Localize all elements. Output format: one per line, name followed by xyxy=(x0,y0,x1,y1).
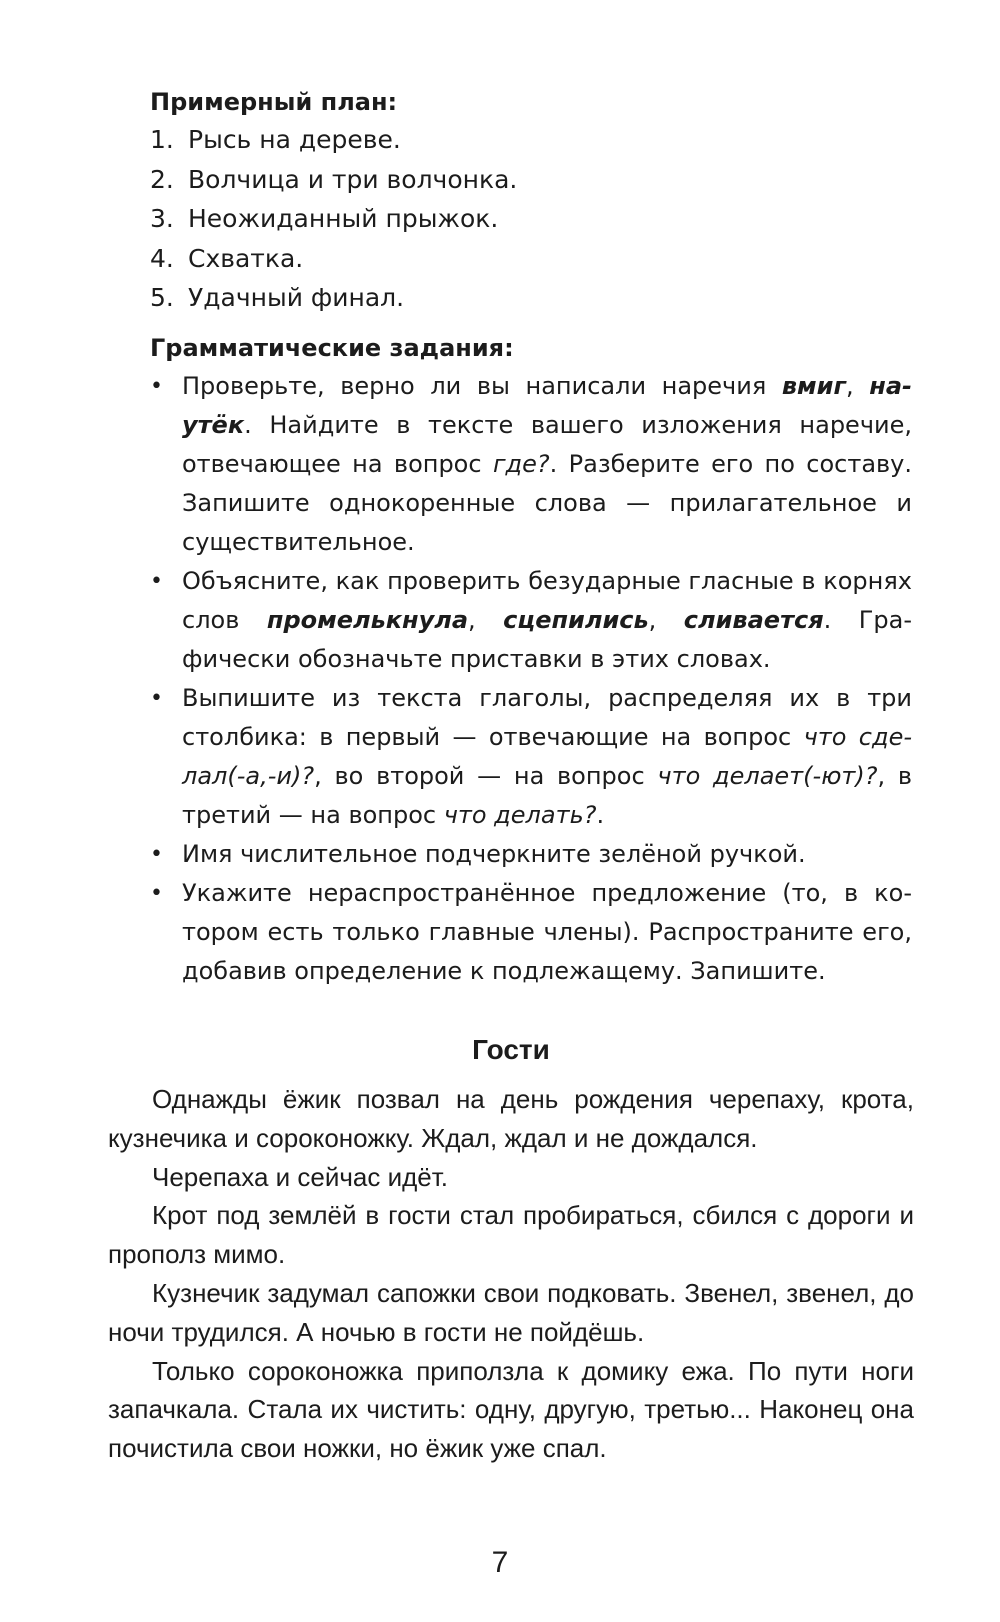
plan-section xyxy=(150,84,910,318)
bullet-icon: • xyxy=(150,569,163,594)
plan-item-text: Неожиданный прыжок. xyxy=(188,204,499,233)
plan-item xyxy=(150,120,910,160)
story-paragraph: Кузнечик задумал сапожки свои подковать. Звенел, звенел, до ночи трудился. А ночью в гости не пойдёшь. xyxy=(108,1277,914,1347)
plan-item-text: Удачный финал. xyxy=(188,283,405,312)
task-text: Выпишите из текста глаголы, распределяя их в три столбика: в первый — отвечающие на вопрос что сделал(-а,-и)?, во второй — на вопрос что делает(-ют)?, в третий — на вопрос что делать?. xyxy=(182,684,913,829)
plan-heading: Примерный план: xyxy=(150,88,398,116)
story-paragraph: Крот под землёй в гости стал пробираться, сбился с дороги и прополз мимо. xyxy=(108,1200,914,1270)
plan-item-number: 2. xyxy=(150,164,174,194)
story-paragraph: Черепаха и сейчас идёт. xyxy=(152,1161,449,1192)
bullet-icon: • xyxy=(150,374,163,399)
plan-item-number: 1. xyxy=(150,125,174,154)
task-text: Проверьте, верно ли вы написали наречия вмиг, наутёк. Найдите в тексте вашего изложения наречие, отвечающее на вопрос где?. Разберите его по составу. Запишите однокоренные слова — прилагательное и существительное. xyxy=(182,372,913,556)
story-paragraph: Только сороконожка приползла к домику ежа. По пути ноги запачкала. Стала их чистить: одну, другую, третью... Наконец она почистила свои ножки, но ёжик уже спал. xyxy=(108,1355,914,1464)
story-section xyxy=(108,1030,914,1468)
plan-item xyxy=(150,160,910,200)
grammar-tasks-section xyxy=(150,330,912,991)
bullet-icon: • xyxy=(150,881,163,906)
bullet-icon: • xyxy=(150,842,163,867)
task-item xyxy=(150,562,912,679)
plan-item xyxy=(150,239,910,279)
task-text: Укажите нераспространённое предложение (то, в котором есть только главные члены). Распространите его, добавив определение к подлежащему. Запишите. xyxy=(182,879,912,985)
plan-item-number: 4. xyxy=(150,243,174,273)
plan-item-text: Схватка. xyxy=(188,243,304,273)
task-item xyxy=(150,835,912,874)
bullet-icon: • xyxy=(150,686,163,711)
plan-item-text: Рысь на дереве. xyxy=(188,125,401,154)
grammar-tasks-heading: Грамматические задания: xyxy=(150,334,514,362)
plan-item xyxy=(150,199,910,239)
task-item xyxy=(150,367,912,562)
plan-item-number: 3. xyxy=(150,204,174,233)
plan-list xyxy=(150,120,910,318)
task-text: Объясните, как проверить безударные гласные в корнях слов промелькнула, сцепились, сливается. Графически обозначьте приставки в этих словах. xyxy=(182,567,912,673)
plan-item-text: Волчица и три волчонка. xyxy=(188,164,518,194)
task-item xyxy=(150,874,912,991)
story-paragraph: Однажды ёжик позвал на день рождения черепаху, крота, кузнечика и сороконожку. Ждал, ждал и не дождался. xyxy=(108,1084,914,1153)
plan-item xyxy=(150,278,910,318)
task-item xyxy=(150,679,912,835)
plan-item-number: 5. xyxy=(150,283,174,312)
page-number: 7 xyxy=(491,1546,509,1579)
story-title: Гости xyxy=(472,1034,550,1065)
task-text: Имя числительное подчеркните зелёной ручкой. xyxy=(182,840,806,868)
